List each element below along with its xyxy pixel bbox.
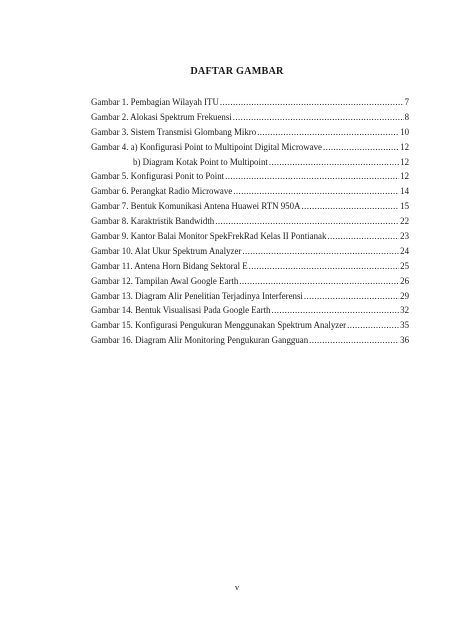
figure-entry-page: 36 — [400, 335, 409, 346]
figure-entry-page: 10 — [400, 126, 409, 137]
figure-entry-13 — [91, 289, 409, 304]
dot-leader — [233, 110, 404, 125]
figure-entry-page: 26 — [400, 275, 409, 286]
figure-entry-page: 8 — [404, 111, 409, 122]
figure-entry-label: Gambar 3. Sistem Transmisi Glombang Mikro — [91, 126, 257, 137]
figure-entry-8 — [91, 214, 409, 229]
figure-entry-page: 23 — [400, 231, 409, 242]
dot-leader — [301, 199, 399, 214]
figure-entry-16 — [91, 333, 409, 348]
figure-entry-label: Gambar 13. Diagram Alir Penelitian Terjadinya Interferensi — [91, 290, 303, 301]
figure-entry-12 — [91, 274, 409, 289]
dot-leader — [327, 229, 399, 244]
page-title: DAFTAR GAMBAR — [190, 66, 284, 77]
figure-entry-11 — [91, 259, 409, 274]
figure-entry-14 — [91, 303, 409, 318]
figure-entry-page: 24 — [400, 245, 409, 256]
figure-entry-label: Gambar 7. Bentuk Komunikasi Antena Huawei RTN 950A — [91, 201, 301, 212]
figure-entry-3 — [91, 125, 409, 140]
figure-entry-1 — [91, 95, 409, 110]
figure-entry-label: Gambar 16. Diagram Alir Monitoring Pengukuran Gangguan — [91, 335, 309, 346]
figure-entry-label: Gambar 11. Antena Horn Bidang Sektoral E — [91, 260, 248, 271]
dot-leader — [347, 318, 399, 333]
page-number: v — [234, 582, 240, 592]
figure-entry-4b — [91, 155, 409, 170]
figure-entry-15 — [91, 318, 409, 333]
figure-entry-page: 29 — [400, 290, 409, 301]
figure-entry-label: Gambar 8. Karaktristik Bandwidth — [91, 216, 215, 227]
figure-entry-page: 12 — [400, 156, 409, 167]
dot-leader — [269, 155, 399, 170]
figure-entry-page: 22 — [400, 216, 409, 227]
figure-entry-page: 12 — [400, 171, 409, 182]
figure-entry-page: 15 — [400, 201, 409, 212]
dot-leader — [215, 214, 399, 229]
figure-entry-page: 32 — [400, 305, 409, 316]
dot-leader — [239, 274, 399, 289]
dot-leader — [271, 303, 399, 318]
figure-entry-label: Gambar 15. Konfigurasi Pengukuran Menggunakan Spektrum Analyzer — [91, 320, 347, 331]
dot-leader — [309, 333, 399, 348]
figure-entry-label: Gambar 5. Konfigurasi Ponit to Point — [91, 171, 225, 182]
dot-leader — [225, 169, 399, 184]
dot-leader — [220, 95, 404, 110]
dot-leader — [249, 259, 399, 274]
figure-entry-6 — [91, 184, 409, 199]
figure-entry-2 — [91, 110, 409, 125]
figure-entry-label: Gambar 4. a) Konfigurasi Point to Multipoint Digital Microwave — [91, 141, 322, 152]
figure-entry-label: Gambar 12. Tampilan Awal Google Earth — [91, 275, 239, 286]
figure-entry-label: Gambar 1. Pembagian Wilayah ITU — [91, 97, 219, 107]
dot-leader — [257, 125, 399, 140]
figure-entry-page: 25 — [400, 260, 409, 271]
figure-entry-page: 35 — [400, 320, 409, 331]
figure-entry-label: Gambar 9. Kantor Balai Monitor SpekFrekRad Kelas II Pontianak — [91, 231, 327, 242]
figure-entry-5 — [91, 169, 409, 184]
figure-entry-label: Gambar 14. Bentuk Visualisasi Pada Google Earth — [91, 305, 271, 316]
figure-entry-label: Gambar 6. Perangkat Radio Microwave — [91, 186, 233, 197]
figure-entry-4a — [91, 140, 409, 155]
figure-entry-7 — [91, 199, 409, 214]
figure-entry-page: 12 — [400, 141, 409, 152]
dot-leader — [323, 140, 399, 155]
figure-entry-10 — [91, 244, 409, 259]
figure-entry-9 — [91, 229, 409, 244]
figure-entry-label: Gambar 10. Alat Ukur Spektrum Analyzer — [91, 245, 242, 256]
figure-entry-page: 14 — [400, 186, 409, 197]
dot-leader — [233, 184, 399, 199]
figure-list — [91, 95, 409, 348]
dot-leader — [304, 289, 399, 304]
figure-entry-page: 7 — [404, 97, 409, 107]
figure-entry-label: Gambar 2. Alokasi Spektrum Frekuensi — [91, 111, 232, 122]
dot-leader — [242, 244, 399, 259]
figure-entry-label: b) Diagram Kotak Point to Multipoint — [133, 156, 268, 167]
